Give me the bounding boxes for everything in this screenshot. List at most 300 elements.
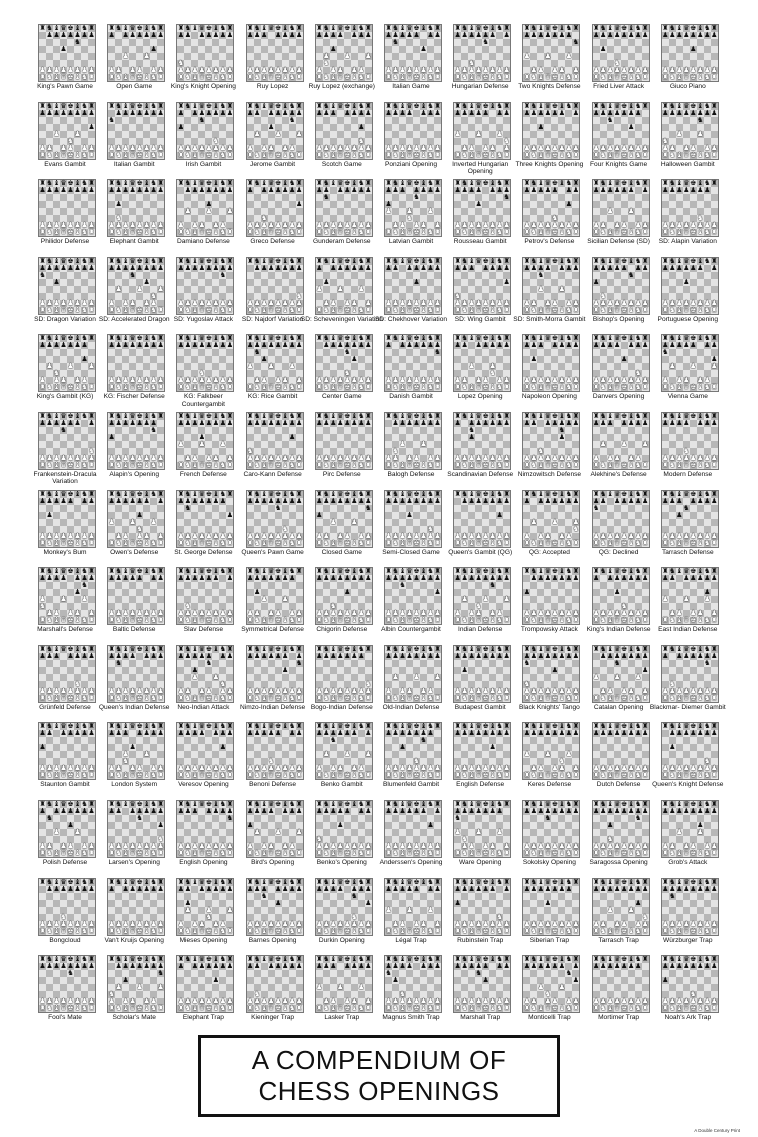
opening-name: Grob's Attack — [668, 859, 708, 866]
opening-name: Trompowsky Attack — [520, 626, 578, 634]
opening-card — [653, 800, 723, 877]
opening-name: Alekhine's Defense — [590, 471, 647, 478]
chessboard-diagram: ♜ ♞ ♝ ♛ ♚ ♝ ♞ ♜ ♟ ♟ ♟ ♟ ♟ ♟ ♟ ♟ ♟ ♟ ♟ ♞ ♟ ♟ ♟ ♟ ♟ ♜ ♞ ♝ ♛ ♚ ♝ ♞ ♜ — [177, 877, 234, 935]
opening-card — [445, 179, 515, 256]
chessboard-diagram: ♜ ♞ ♝ ♛ ♚ ♝ ♞ ♜ ♟ ♟ ♟ ♟ ♟ ♟ ♟ ♟ ♞ ♟ ♟ ♟ ♟ ♟ ♟ ♟ ♟ ♜ ♞ ♝ ♛ ♚ ♝ ♞ ♜ — [177, 334, 234, 392]
opening-card — [168, 955, 238, 1032]
chessboard-diagram: ♜ ♞ ♝ ♛ ♚ ♝ ♞ ♜ ♟ ♟ ♟ ♟ ♟ ♟ ♟ ♞ ♞ ♟ ♟ ♟ ♟ ♟ ♟ ♟ ♟ ♜ ♞ ♝ ♛ ♚ ♝ ♞ ♜ — [454, 24, 510, 81]
opening-card — [168, 24, 238, 101]
opening-card — [514, 878, 584, 955]
opening-name: Balogh Defense — [387, 471, 435, 478]
chessboard-diagram: ♜ ♞ ♝ ♛ ♚ ♝ ♞ ♜ ♟ ♟ ♟ ♟ ♟ ♟ ♟ ♟ ♟ ♟ ♟ ♟ ♟ ♟ ♟ ♜ ♞ ♝ ♛ ♚ ♝ ♞ ♜ — [108, 877, 164, 935]
poster-title-line-2: CHESS OPENINGS — [258, 1076, 500, 1106]
opening-name: Petrov's Defense — [524, 238, 575, 246]
chessboard-diagram: ♜ ♞ ♝ ♛ ♚ ♝ ♞ ♜ ♟ ♟ ♟ ♟ ♟ ♟ ♟ ♞ ♟ ♟ ♟ ♟ ♟ ♟ ♟ ♟ ♜ ♞ ♝ ♛ ♚ ♝ ♞ ♜ — [39, 877, 95, 935]
chessboard-diagram: ♜ ♞ ♝ ♛ ♚ ♝ ♞ ♜ ♟ ♟ ♟ ♟ ♟ ♟ ♟ ♞ ♟ ♟ ♟ ♟ ♟ ♟ ♟ ♟ ♜ ♞ ♝ ♛ ♚ ♝ ♞ ♜ — [523, 256, 580, 314]
opening-name: Napoleon Opening — [521, 393, 577, 401]
opening-card — [307, 722, 377, 799]
opening-card — [168, 490, 238, 567]
opening-card — [653, 334, 723, 411]
openings-row — [30, 645, 730, 722]
chessboard-diagram: ♜ ♞ ♝ ♛ ♚ ♝ ♞ ♜ ♟ ♟ ♟ ♟ ♟ ♟ ♟ ♟ ♞ ♟ ♞ ♟ ♟ ♟ ♟ ♟ ♟ ♟ ♟ ♜ ♞ ♝ ♛ ♚ ♝ ♞ ♜ — [523, 644, 580, 702]
chessboard-diagram: ♜ ♞ ♝ ♛ ♚ ♝ ♞ ♜ ♟ ♟ ♟ ♟ ♟ ♟ ♟ ♞ ♟ ♞ ♟ ♟ ♟ ♟ ♟ ♟ ♟ ♟ ♜ ♞ ♝ ♛ ♚ ♝ ♞ ♜ — [108, 800, 164, 857]
opening-card — [30, 955, 100, 1032]
opening-name: SD: Alapin Variation — [658, 238, 717, 246]
opening-name: Barnes Opening — [248, 936, 297, 944]
opening-card — [584, 412, 654, 489]
chessboard-diagram: ♜ ♞ ♝ ♛ ♚ ♝ ♞ ♜ ♟ ♟ ♟ ♟ ♟ ♟ ♟ ♟ ♞ ♟ ♟ ♟ ♟ ♟ ♟ ♟ ♟ ♜ ♞ ♝ ♛ ♚ ♝ ♞ ♜ — [316, 800, 372, 857]
chessboard-diagram: ♜ ♞ ♝ ♛ ♚ ♝ ♞ ♜ ♟ ♟ ♟ ♟ ♟ ♟ ♟ ♟ ♟ ♟ ♟ ♟ ♟ ♟ ♟ ♟ ♜ ♞ ♝ ♛ ♚ ♝ ♞ ♜ — [39, 722, 95, 780]
chessboard-diagram: ♜ ♞ ♝ ♛ ♚ ♝ ♞ ♜ ♟ ♟ ♟ ♟ ♟ ♟ ♟ ♟ ♞ ♟ ♟ ♟ ♟ ♟ ♟ ♟ ♟ ♜ ♞ ♝ ♛ ♚ ♝ ♞ ♜ — [523, 179, 580, 237]
chessboard-diagram: ♜ ♞ ♝ ♛ ♚ ♝ ♞ ♜ ♟ ♟ ♟ ♟ ♟ ♟ ♟ ♟ ♞ ♟ ♟ ♟ ♟ ♟ ♟ ♟ ♟ ♜ ♞ ♝ ♛ ♚ ♝ ♞ ♜ — [316, 101, 372, 159]
opening-name: Closed Game — [321, 548, 362, 556]
opening-name: Albin Countergambit — [381, 626, 441, 634]
chessboard-diagram: ♜ ♞ ♝ ♛ ♚ ♝ ♞ ♜ ♟ ♟ ♟ ♟ ♟ ♟ ♟ ♞ ♟ ♟ ♟ ♞ ♟ ♟ ♟ ♟ ♟ ♜ ♞ ♝ ♛ ♚ ♝ ♞ ♜ — [454, 800, 510, 857]
chessboard-diagram: ♜ ♞ ♝ ♛ ♚ ♝ ♞ ♜ ♟ ♟ ♟ ♟ ♟ ♟ ♟ ♟ ♟ ♟ ♟ ♟ ♟ ♟ ♟ ♟ ♟ ♜ ♞ ♝ ♛ ♚ ♝ ♞ ♜ — [662, 800, 718, 857]
chessboard-diagram: ♜ ♞ ♝ ♛ ♚ ♝ ♞ ♜ ♟ ♟ ♟ ♟ ♟ ♟ ♟ ♞ ♟ ♟ ♟ ♟ ♟ ♟ ♟ ♟ ♟ ♜ ♞ ♝ ♛ ♚ ♝ ♞ ♜ — [177, 489, 234, 547]
opening-name: Queen's Indian Defense — [98, 703, 170, 711]
opening-name: SD: Accelerated Dragon — [98, 315, 170, 323]
chessboard-diagram: ♜ ♞ ♝ ♛ ♚ ♝ ♞ ♜ ♟ ♟ ♟ ♟ ♟ ♟ ♟ ♞ ♟ ♟ ♟ ♟ ♟ ♟ ♟ ♟ ♜ ♞ ♝ ♛ ♚ ♝ ♞ ♜ — [177, 567, 234, 625]
opening-card — [653, 102, 723, 179]
chessboard-diagram: ♜ ♞ ♝ ♛ ♚ ♝ ♞ ♜ ♟ ♟ ♟ ♟ ♟ ♟ ♟ ♞ ♟ ♟ ♟ ♟ ♟ ♟ ♟ ♟ ♟ ♜ ♞ ♝ ♛ ♚ ♝ ♞ ♜ — [592, 644, 649, 702]
opening-card — [307, 24, 377, 101]
opening-name: Scotch Game — [321, 160, 362, 168]
chessboard-diagram: ♜ ♞ ♝ ♛ ♚ ♝ ♞ ♜ ♟ ♟ ♟ ♟ ♟ ♟ ♟ ♟ ♟ ♟ ♟ ♞ ♟ ♟ ♟ ♟ ♟ ♟ ♜ ♞ ♝ ♛ ♚ ♝ ♞ ♜ — [39, 101, 95, 159]
chessboard-diagram: ♜ ♞ ♝ ♛ ♚ ♝ ♞ ♜ ♟ ♟ ♟ ♟ ♟ ♟ ♟ ♟ ♟ ♟ ♟ ♟ ♟ ♟ ♟ ♟ ♜ ♞ ♝ ♛ ♚ ♝ ♞ ♜ — [39, 179, 95, 237]
opening-name: SD: Najdorf Variation — [241, 315, 304, 323]
opening-card — [238, 567, 308, 644]
chessboard-diagram: ♜ ♞ ♝ ♛ ♚ ♝ ♞ ♜ ♟ ♟ ♟ ♟ ♟ ♟ ♟ ♟ ♟ ♟ ♟ ♟ ♟ ♟ ♟ ♟ ♜ ♞ ♝ ♛ ♚ ♝ ♞ ♜ — [523, 101, 580, 159]
opening-name: Mortimer Trap — [598, 1014, 640, 1022]
chessboard-diagram: ♜ ♞ ♝ ♛ ♚ ♝ ♞ ♜ ♟ ♟ ♟ ♟ ♟ ♟ ♟ ♞ ♟ ♞ ♟ ♟ ♟ ♟ ♟ ♟ ♟ ♟ ♜ ♞ ♝ ♛ ♚ ♝ ♞ ♜ — [177, 101, 234, 159]
chessboard-diagram: ♜ ♞ ♝ ♛ ♚ ♝ ♞ ♜ ♟ ♟ ♟ ♟ ♟ ♟ ♟ ♟ ♞ ♟ ♟ ♟ ♟ ♟ ♟ ♟ ♟ ♜ ♞ ♝ ♛ ♚ ♝ ♞ ♜ — [662, 877, 718, 935]
opening-name: Benko's Opening — [316, 859, 367, 866]
opening-name: Budapest Gambit — [454, 703, 506, 711]
opening-name: Bird's Opening — [251, 859, 295, 866]
opening-card — [168, 878, 238, 955]
opening-name: Bishop's Opening — [592, 315, 645, 323]
chessboard-diagram: ♜ ♞ ♝ ♛ ♚ ♝ ♞ ♜ ♟ ♟ ♟ ♟ ♟ ♟ ♟ ♞ ♟ ♞ ♟ ♟ ♟ ♟ ♟ ♟ ♟ ♟ ♜ ♞ ♝ ♛ ♚ ♝ ♞ ♜ — [385, 722, 441, 780]
opening-card — [445, 412, 515, 489]
opening-name: Neo-Indian Attack — [177, 703, 230, 711]
chessboard-diagram: ♜ ♞ ♝ ♛ ♚ ♝ ♞ ♜ ♟ ♟ ♟ ♟ ♟ ♟ ♟ ♞ ♟ ♟ ♟ ♟ ♟ ♟ ♟ ♟ ♜ ♞ ♝ ♛ ♚ ♝ ♞ ♜ — [316, 722, 372, 780]
opening-card — [30, 24, 100, 101]
chessboard-diagram: ♜ ♞ ♝ ♛ ♚ ♝ ♞ ♜ ♟ ♟ ♟ ♟ ♟ ♟ ♟ ♟ ♞ ♟ ♟ ♟ ♟ ♟ ♟ ♟ ♟ ♜ ♞ ♝ ♛ ♚ ♝ ♞ ♜ — [39, 955, 95, 1013]
opening-name: Saragossa Opening — [589, 859, 648, 866]
opening-card — [376, 645, 446, 722]
opening-name: Bongcloud — [49, 936, 81, 944]
chessboard-diagram: ♜ ♞ ♝ ♛ ♚ ♝ ♞ ♜ ♟ ♟ ♟ ♟ ♟ ♟ ♟ ♟ ♟ ♟ ♟ ♟ ♟ ♟ ♟ ♜ ♞ ♝ ♛ ♚ ♝ ♞ ♜ — [246, 24, 303, 81]
chessboard-diagram: ♜ ♞ ♝ ♛ ♚ ♝ ♞ ♜ ♟ ♟ ♟ ♟ ♟ ♟ ♟ ♟ ♟ ♟ ♟ ♟ ♟ ♟ ♟ ♟ ♜ ♞ ♝ ♛ ♚ ♝ ♞ ♜ — [662, 256, 718, 314]
opening-card — [514, 102, 584, 179]
opening-card — [514, 412, 584, 489]
chessboard-diagram: ♜ ♞ ♝ ♛ ♚ ♝ ♞ ♜ ♟ ♟ ♟ ♟ ♟ ♟ ♟ ♞ ♟ ♟ ♟ ♟ ♟ ♟ ♟ ♟ ♟ ♜ ♞ ♝ ♛ ♚ ♝ ♞ ♜ — [662, 489, 718, 547]
opening-name: QG: Accepted — [528, 548, 570, 556]
opening-name: Légal Trap — [395, 936, 427, 944]
chessboard-diagram: ♜ ♞ ♝ ♛ ♚ ♝ ♞ ♜ ♟ ♟ ♟ ♟ ♟ ♟ ♟ ♟ ♞ ♞ ♟ ♟ ♟ ♟ ♟ ♟ ♟ ♟ ♜ ♞ ♝ ♛ ♚ ♝ ♞ ♜ — [246, 489, 303, 547]
opening-card — [238, 955, 308, 1032]
opening-name: Portuguese Opening — [657, 315, 719, 323]
opening-name: Gunderam Defense — [313, 238, 371, 246]
chessboard-diagram: ♜ ♞ ♝ ♛ ♚ ♝ ♞ ♜ ♟ ♟ ♟ ♟ ♟ ♟ ♟ ♞ ♟ ♟ ♟ ♟ ♟ ♟ ♟ ♟ ♟ ♜ ♞ ♝ ♛ ♚ ♝ ♞ ♜ — [385, 24, 441, 81]
chessboard-diagram: ♜ ♞ ♝ ♛ ♚ ♝ ♞ ♜ ♟ ♟ ♟ ♟ ♟ ♟ ♟ ♟ ♟ ♟ ♟ ♟ ♟ ♟ ♟ ♟ ♜ ♞ ♝ ♛ ♚ ♝ ♞ ♜ — [385, 256, 441, 314]
opening-name: KG: Fischer Defense — [103, 393, 165, 401]
opening-card — [445, 334, 515, 411]
chessboard-diagram: ♜ ♞ ♝ ♛ ♚ ♝ ♞ ♜ ♟ ♟ ♟ ♟ ♟ ♟ ♟ ♞ ♟ ♟ ♟ ♟ ♟ ♟ ♟ ♟ ♟ ♜ ♞ ♝ ♛ ♚ ♝ ♞ ♜ — [246, 101, 303, 159]
chessboard-diagram: ♜ ♞ ♝ ♛ ♚ ♝ ♞ ♜ ♟ ♟ ♟ ♟ ♟ ♟ ♟ ♞ ♟ ♟ ♟ ♟ ♟ ♟ ♟ ♟ ♟ ♜ ♞ ♝ ♛ ♚ ♝ ♞ ♜ — [246, 644, 303, 702]
opening-name: Durkin Opening — [318, 936, 365, 944]
opening-name: Nimzo-Indian Defense — [239, 703, 306, 711]
opening-name: SD: Dragon Variation — [34, 315, 96, 323]
chessboard-diagram: ♜ ♞ ♝ ♛ ♚ ♝ ♞ ♜ ♟ ♟ ♟ ♟ ♟ ♟ ♟ ♟ ♟ ♟ ♟ ♟ ♟ ♟ ♟ ♜ ♞ ♝ ♛ ♚ ♝ ♞ ♜ — [385, 101, 441, 159]
opening-name: Fried Liver Attack — [593, 83, 645, 90]
chessboard-diagram: ♜ ♞ ♝ ♛ ♚ ♝ ♞ ♜ ♟ ♟ ♟ ♟ ♟ ♟ ♟ ♟ ♟ ♟ ♟ ♟ ♟ ♟ ♟ ♟ ♜ ♞ ♝ ♛ ♚ ♝ ♞ ♜ — [316, 412, 372, 469]
chessboard-diagram: ♜ ♞ ♝ ♛ ♚ ♝ ♞ ♜ ♟ ♟ ♟ ♟ ♟ ♟ ♟ ♞ ♟ ♟ ♟ ♟ ♟ ♟ ♟ ♟ ♟ ♜ ♞ ♝ ♛ ♚ ♝ ♞ ♜ — [592, 101, 649, 159]
chessboard-diagram: ♜ ♞ ♝ ♛ ♚ ♝ ♞ ♜ ♟ ♟ ♟ ♟ ♟ ♟ ♟ ♞ ♟ ♟ ♟ ♟ ♟ ♟ ♟ ♟ ♟ ♜ ♞ ♝ ♛ ♚ ♝ ♞ ♜ — [39, 24, 95, 81]
opening-name: Monkey's Bum — [43, 548, 87, 556]
opening-card — [445, 722, 515, 799]
opening-name: Polish Defense — [42, 859, 88, 866]
opening-name: Damiano Defense — [177, 238, 230, 246]
opening-name: Four Knights Game — [590, 160, 648, 168]
opening-name: Halloween Gambit — [660, 160, 715, 168]
opening-name: Baltic Defense — [112, 626, 156, 634]
opening-card — [307, 490, 377, 567]
chessboard-diagram: ♜ ♞ ♝ ♛ ♚ ♝ ♞ ♜ ♟ ♟ ♟ ♟ ♟ ♟ ♟ ♞ ♞ ♟ ♟ ♟ ♟ ♟ ♟ ♟ ♟ ♜ ♞ ♝ ♛ ♚ ♝ ♞ ♜ — [39, 412, 95, 469]
chessboard-diagram: ♜ ♞ ♝ ♛ ♚ ♝ ♞ ♜ ♟ ♟ ♟ ♟ ♟ ♟ ♟ ♞ ♟ ♞ ♟ ♟ ♟ ♟ ♟ ♟ ♟ ♟ ♜ ♞ ♝ ♛ ♚ ♝ ♞ ♜ — [316, 334, 372, 392]
chessboard-diagram: ♜ ♞ ♝ ♛ ♚ ♝ ♞ ♜ ♟ ♟ ♟ ♟ ♟ ♟ ♟ ♟ ♞ ♟ ♟ ♟ ♟ ♟ ♟ ♟ ♟ ♜ ♞ ♝ ♛ ♚ ♝ ♞ ♜ — [592, 334, 649, 392]
opening-name: Queen's Knight Defense — [652, 781, 724, 789]
opening-name: SD: Yugoslav Attack — [173, 315, 234, 323]
chessboard-diagram: ♜ ♞ ♝ ♛ ♚ ♝ ♞ ♜ ♟ ♟ ♟ ♟ ♟ ♟ ♟ ♞ ♟ ♟ ♟ ♟ ♟ ♟ ♟ ♟ ♜ ♞ ♝ ♛ ♚ ♝ ♞ ♜ — [316, 644, 372, 702]
opening-card — [514, 800, 584, 877]
chessboard-diagram: ♜ ♞ ♝ ♛ ♚ ♝ ♞ ♜ ♟ ♟ ♟ ♟ ♟ ♟ ♟ ♟ ♞ ♟ ♟ ♟ ♟ ♟ ♟ ♟ ♟ ♟ ♜ ♞ ♝ ♛ ♚ ♝ ♞ ♜ — [39, 256, 95, 314]
chessboard-diagram: ♜ ♞ ♝ ♛ ♚ ♝ ♞ ♜ ♟ ♟ ♟ ♟ ♟ ♟ ♟ ♞ ♟ ♟ ♟ ♟ ♟ ♟ ♟ ♟ ♜ ♞ ♝ ♛ ♚ ♝ ♞ ♜ — [662, 179, 718, 237]
opening-card — [307, 800, 377, 877]
openings-row — [30, 490, 730, 567]
chessboard-diagram: ♜ ♞ ♝ ♛ ♚ ♝ ♞ ♜ ♟ ♟ ♟ ♟ ♟ ♟ ♟ ♞ ♟ ♞ ♟ ♟ ♟ ♟ ♟ ♟ ♟ ♟ ♜ ♞ ♝ ♛ ♚ ♝ ♞ ♜ — [316, 877, 372, 935]
openings-row — [30, 878, 730, 955]
chessboard-diagram: ♜ ♞ ♝ ♛ ♚ ♝ ♞ ♜ ♟ ♟ ♟ ♟ ♟ ♟ ♟ ♟ ♟ ♟ ♟ ♟ ♟ ♟ ♟ ♟ ♜ ♞ ♝ ♛ ♚ ♝ ♞ ♜ — [177, 179, 234, 237]
opening-card — [238, 179, 308, 256]
opening-card — [584, 179, 654, 256]
opening-card — [376, 722, 446, 799]
opening-card — [584, 334, 654, 411]
chessboard-diagram: ♜ ♞ ♝ ♛ ♚ ♝ ♞ ♜ ♟ ♟ ♟ ♟ ♟ ♟ ♟ ♟ ♟ ♟ ♟ ♟ ♟ ♟ ♟ ♟ ♜ ♞ ♝ ♛ ♚ ♝ ♞ ♜ — [108, 334, 164, 392]
opening-name: Jerome Gambit — [250, 160, 296, 168]
chessboard-diagram: ♜ ♞ ♝ ♛ ♚ ♝ ♞ ♜ ♟ ♟ ♟ ♟ ♟ ♟ ♟ ♞ ♟ ♟ ♟ ♞ ♟ ♟ ♟ ♟ ♟ ♟ ♜ ♞ ♝ ♛ ♚ ♝ ♞ ♜ — [177, 644, 234, 702]
opening-name: Marshall Trap — [460, 1014, 501, 1022]
opening-name: Modern Defense — [663, 471, 713, 478]
opening-card — [168, 179, 238, 256]
opening-name: King's Knight Opening — [170, 83, 236, 90]
chessboard-diagram: ♜ ♞ ♝ ♛ ♚ ♝ ♞ ♜ ♟ ♟ ♟ ♟ ♟ ♟ ♟ ♟ ♟ ♟ ♟ ♞ ♟ ♟ ♟ ♟ ♟ ♜ ♞ ♝ ♛ ♚ ♝ ♞ ♜ — [316, 24, 372, 81]
opening-name: Danish Gambit — [389, 393, 433, 401]
chessboard-diagram: ♜ ♞ ♝ ♛ ♚ ♝ ♞ ♜ ♟ ♟ ♟ ♟ ♟ ♟ ♟ ♟ ♟ ♟ ♟ ♟ ♟ ♟ ♟ ♜ ♞ ♝ ♛ ♚ ♝ ♞ ♜ — [592, 179, 649, 237]
chessboard-diagram: ♜ ♞ ♝ ♛ ♚ ♝ ♞ ♜ ♟ ♟ ♟ ♟ ♟ ♟ ♟ ♟ ♞ ♟ ♟ ♟ ♟ ♟ ♟ ♟ ♟ ♜ ♞ ♝ ♛ ♚ ♝ ♞ ♜ — [454, 256, 510, 314]
opening-card — [376, 24, 446, 101]
chessboard-diagram: ♜ ♞ ♝ ♛ ♚ ♝ ♞ ♜ ♟ ♟ ♟ ♟ ♟ ♟ ♟ ♟ ♞ ♟ ♟ ♟ ♟ ♟ ♟ ♟ ♟ ♜ ♞ ♝ ♛ ♚ ♝ ♞ ♜ — [662, 722, 718, 780]
chessboard-diagram: ♜ ♞ ♝ ♛ ♚ ♝ ♞ ♜ ♟ ♟ ♟ ♟ ♟ ♟ ♟ ♞ ♟ ♟ ♟ ♞ ♟ ♟ ♟ ♟ ♟ ♟ ♜ ♞ ♝ ♛ ♚ ♝ ♞ ♜ — [523, 955, 580, 1013]
opening-card — [307, 334, 377, 411]
opening-card — [99, 645, 169, 722]
chessboard-diagram: ♜ ♞ ♝ ♛ ♚ ♝ ♞ ♜ ♟ ♟ ♟ ♟ ♟ ♟ ♟ ♞ ♟ ♟ ♟ ♟ ♟ ♟ ♟ ♟ ♟ ♜ ♞ ♝ ♛ ♚ ♝ ♞ ♜ — [454, 412, 510, 469]
opening-card — [445, 102, 515, 179]
chessboard-diagram: ♜ ♞ ♝ ♛ ♚ ♝ ♞ ♜ ♟ ♟ ♟ ♟ ♟ ♟ ♟ ♞ ♟ ♞ ♟ ♟ ♟ ♟ ♟ ♟ ♟ ♟ ♜ ♞ ♝ ♛ ♚ ♝ ♞ ♜ — [523, 412, 580, 469]
opening-card — [653, 722, 723, 799]
opening-card — [445, 567, 515, 644]
opening-card — [584, 102, 654, 179]
opening-card — [238, 800, 308, 877]
opening-name: St. George Defense — [174, 548, 233, 556]
chessboard-diagram: ♜ ♞ ♝ ♛ ♚ ♝ ♞ ♜ ♟ ♟ ♟ ♟ ♟ ♟ ♟ ♟ ♟ ♞ ♟ ♟ ♟ ♟ ♟ ♟ ♜ ♞ ♝ ♛ ♚ ♝ ♞ ♜ — [385, 412, 441, 469]
opening-name: Sokolsky Opening — [522, 859, 576, 866]
opening-card — [99, 24, 169, 101]
chessboard-diagram: ♜ ♞ ♝ ♛ ♚ ♝ ♞ ♜ ♟ ♟ ♟ ♟ ♟ ♟ ♟ ♟ ♟ ♟ ♟ ♟ ♟ ♟ ♟ ♟ ♜ ♞ ♝ ♛ ♚ ♝ ♞ ♜ — [316, 256, 372, 314]
opening-card — [376, 179, 446, 256]
opening-card — [376, 102, 446, 179]
opening-card — [238, 24, 308, 101]
openings-row — [30, 412, 730, 489]
opening-card — [653, 24, 723, 101]
opening-card — [99, 412, 169, 489]
opening-card — [584, 955, 654, 1032]
opening-card — [653, 567, 723, 644]
opening-name: Inverted Hungarian Opening — [452, 160, 509, 175]
chessboard-diagram: ♜ ♞ ♝ ♛ ♚ ♝ ♞ ♜ ♟ ♟ ♟ ♟ ♟ ♟ ♟ ♟ ♟ ♟ ♟ ♟ ♟ ♟ ♟ ♟ ♟ ♜ ♞ ♝ ♛ ♚ ♝ ♞ ♜ — [662, 24, 718, 81]
opening-card — [168, 800, 238, 877]
chessboard-diagram: ♜ ♞ ♝ ♛ ♚ ♝ ♞ ♜ ♟ ♟ ♟ ♟ ♟ ♟ ♟ ♟ ♟ ♟ ♟ ♟ ♟ ♟ ♟ ♟ ♜ ♞ ♝ ♛ ♚ ♝ ♞ ♜ — [385, 644, 441, 702]
chessboard-diagram: ♜ ♞ ♝ ♛ ♚ ♝ ♞ ♜ ♟ ♟ ♟ ♟ ♟ ♟ ♟ ♟ ♟ ♞ ♟ ♟ ♟ ♟ ♟ ♟ ♜ ♞ ♝ ♛ ♚ ♝ ♞ ♜ — [454, 334, 510, 392]
chessboard-diagram: ♜ ♞ ♝ ♛ ♚ ♝ ♞ ♜ ♟ ♟ ♟ ♟ ♟ ♟ ♟ ♟ ♟ ♟ ♟ ♟ ♟ ♟ ♟ ♟ ♜ ♞ ♝ ♛ ♚ ♝ ♞ ♜ — [662, 567, 718, 625]
opening-name: Semi-Closed Game — [382, 548, 440, 556]
opening-name: English Opening — [179, 859, 228, 866]
chessboard-diagram: ♜ ♞ ♝ ♛ ♚ ♝ ♞ ♜ ♟ ♟ ♟ ♟ ♟ ♟ ♟ ♟ ♞ ♟ ♟ ♟ ♟ ♟ ♟ ♟ ♟ ♟ ♜ ♞ ♝ ♛ ♚ ♝ ♞ ♜ — [316, 489, 372, 547]
opening-card — [30, 490, 100, 567]
chessboard-diagram: ♜ ♞ ♝ ♛ ♚ ♝ ♞ ♜ ♟ ♟ ♟ ♟ ♟ ♟ ♟ ♞ ♟ ♟ ♟ ♟ ♟ ♟ ♟ ♟ ♟ ♜ ♞ ♝ ♛ ♚ ♝ ♞ ♜ — [454, 955, 510, 1013]
opening-name: Veresov Opening — [178, 781, 229, 789]
openings-row — [30, 567, 730, 644]
opening-card — [653, 490, 723, 567]
opening-name: Queen's Gambit (QG) — [448, 548, 513, 556]
chessboard-diagram: ♜ ♞ ♝ ♛ ♚ ♝ ♞ ♜ ♟ ♟ ♟ ♟ ♟ ♟ ♟ ♟ ♟ ♞ ♟ ♟ ♟ ♟ ♟ ♟ ♟ ♟ ♜ ♞ ♝ ♛ ♚ ♝ ♞ ♜ — [662, 955, 718, 1013]
opening-name: Catalan Opening — [593, 703, 644, 711]
opening-card — [168, 412, 238, 489]
opening-card — [30, 412, 100, 489]
openings-row — [30, 179, 730, 256]
chessboard-diagram: ♜ ♞ ♝ ♛ ♚ ♝ ♞ ♜ ♟ ♟ ♟ ♟ ♟ ♟ ♟ ♞ ♟ ♟ ♟ ♟ ♟ ♟ ♟ ♟ ♜ ♞ ♝ ♛ ♚ ♝ ♞ ♜ — [39, 644, 95, 702]
opening-name: Giuco Piano — [669, 83, 706, 90]
opening-card — [168, 334, 238, 411]
opening-card — [653, 257, 723, 334]
opening-name: Ruy Lopez (exchange) — [308, 83, 375, 90]
chessboard-diagram: ♜ ♞ ♝ ♛ ♚ ♝ ♞ ♜ ♟ ♟ ♟ ♟ ♟ ♟ ♟ ♞ ♟ ♟ ♟ ♟ ♟ ♟ ♟ ♟ ♜ ♞ ♝ ♛ ♚ ♝ ♞ ♜ — [177, 800, 234, 857]
opening-card — [99, 257, 169, 334]
chessboard-diagram: ♜ ♞ ♝ ♛ ♚ ♝ ♞ ♜ ♟ ♟ ♟ ♟ ♟ ♟ ♟ ♟ ♟ ♞ ♟ ♟ ♟ ♟ ♟ ♟ ♟ ♟ ♜ ♞ ♝ ♛ ♚ ♝ ♞ ♜ — [246, 412, 303, 469]
openings-row — [30, 102, 730, 179]
chessboard-diagram: ♜ ♞ ♝ ♛ ♚ ♝ ♞ ♜ ♟ ♟ ♟ ♟ ♟ ♟ ♟ ♟ ♟ ♟ ♟ ♟ ♟ ♟ ♟ ♟ ♟ ♜ ♞ ♝ ♛ ♚ ♝ ♞ ♜ — [454, 644, 510, 702]
opening-card — [99, 490, 169, 567]
opening-card — [168, 257, 238, 334]
chessboard-diagram: ♜ ♞ ♝ ♛ ♚ ♝ ♞ ♜ ♟ ♟ ♟ ♟ ♟ ♟ ♟ ♟ ♟ ♞ ♟ ♟ ♟ ♟ ♟ ♟ ♟ ♟ ♜ ♞ ♝ ♛ ♚ ♝ ♞ ♜ — [592, 24, 649, 81]
chessboard-diagram: ♜ ♞ ♝ ♛ ♚ ♝ ♞ ♜ ♟ ♟ ♟ ♟ ♟ ♟ ♟ ♞ ♟ ♟ ♟ ♟ ♞ ♟ ♟ ♟ ♟ ♟ ♜ ♞ ♝ ♛ ♚ ♝ ♞ ♜ — [385, 179, 441, 237]
opening-name: Lopez Opening — [457, 393, 503, 401]
chessboard-diagram: ♜ ♞ ♝ ♛ ♚ ♝ ♞ ♜ ♟ ♟ ♟ ♟ ♟ ♟ ♟ ♞ ♟ ♟ ♟ ♟ ♟ ♟ ♟ ♟ ♜ ♞ ♝ ♛ ♚ ♝ ♞ ♜ — [592, 489, 649, 547]
poster-title-line-1: A COMPENDIUM OF — [251, 1045, 507, 1075]
opening-name: Scholar's Mate — [112, 1014, 156, 1022]
opening-name: Nimzowitsch Defense — [517, 471, 582, 478]
opening-name: Anderssen's Opening — [379, 859, 443, 866]
opening-card — [584, 567, 654, 644]
opening-name: King's Pawn Game — [37, 83, 93, 90]
opening-card — [99, 179, 169, 256]
chessboard-diagram: ♜ ♞ ♝ ♛ ♚ ♝ ♞ ♜ ♟ ♟ ♟ ♟ ♟ ♟ ♟ ♟ ♟ ♟ ♟ ♟ ♟ ♟ ♟ ♜ ♞ ♝ ♛ ♚ ♝ ♞ ♜ — [592, 412, 649, 469]
chessboard-diagram: ♜ ♞ ♝ ♛ ♚ ♝ ♞ ♜ ♟ ♟ ♟ ♟ ♟ ♟ ♟ ♟ ♟ ♟ ♟ ♟ ♟ ♟ ♟ ♟ ♟ ♜ ♞ ♝ ♛ ♚ ♝ ♞ ♜ — [177, 412, 234, 469]
opening-name: Marshall's Defense — [37, 626, 93, 634]
opening-card — [584, 490, 654, 567]
opening-card — [307, 878, 377, 955]
opening-card — [653, 955, 723, 1032]
opening-name: Center Game — [322, 393, 362, 401]
chessboard-diagram: ♜ ♞ ♝ ♛ ♚ ♝ ♞ ♜ ♟ ♟ ♟ ♟ ♟ ♟ ♟ ♞ ♟ ♟ ♟ ♟ ♟ ♟ ♟ ♟ ♜ ♞ ♝ ♛ ♚ ♝ ♞ ♜ — [523, 24, 580, 81]
chessboard-diagram: ♜ ♞ ♝ ♛ ♚ ♝ ♞ ♜ ♟ ♟ ♟ ♟ ♟ ♟ ♟ ♟ ♞ ♟ ♟ ♟ ♞ ♟ ♟ ♟ ♟ ♟ ♜ ♞ ♝ ♛ ♚ ♝ ♞ ♜ — [454, 567, 510, 625]
chessboard-diagram: ♜ ♞ ♝ ♛ ♚ ♝ ♞ ♜ ♟ ♟ ♟ ♟ ♟ ♟ ♟ ♞ ♟ ♟ ♟ ♟ ♟ ♟ ♟ ♟ ♜ ♞ ♝ ♛ ♚ ♝ ♞ ♜ — [662, 412, 718, 469]
opening-name: Staunton Gambit — [40, 781, 90, 789]
opening-name: Würzburger Trap — [663, 936, 713, 944]
chessboard-diagram: ♜ ♞ ♝ ♛ ♚ ♝ ♞ ♜ ♟ ♟ ♟ ♟ ♟ ♟ ♟ ♞ ♟ ♟ ♟ ♟ ♟ ♟ ♟ ♟ ♜ ♞ ♝ ♛ ♚ ♝ ♞ ♜ — [316, 179, 372, 237]
opening-card — [30, 567, 100, 644]
chessboard-diagram: ♜ ♞ ♝ ♛ ♚ ♝ ♞ ♜ ♟ ♟ ♟ ♟ ♟ ♟ ♟ ♟ ♟ ♟ ♟ ♞ ♟ ♟ ♟ ♟ ♟ ♜ ♞ ♝ ♛ ♚ ♝ ♞ ♜ — [108, 489, 164, 547]
chessboard-diagram: ♜ ♞ ♝ ♛ ♚ ♝ ♞ ♜ ♟ ♟ ♟ ♟ ♟ ♟ ♟ ♟ ♞ ♟ ♟ ♟ ♟ ♟ ♟ ♟ ♟ ♜ ♞ ♝ ♛ ♚ ♝ ♞ ♜ — [592, 567, 649, 625]
opening-card — [584, 878, 654, 955]
opening-card — [584, 24, 654, 101]
chessboard-diagram: ♜ ♞ ♝ ♛ ♚ ♝ ♞ ♜ ♟ ♟ ♟ ♟ ♟ ♟ ♟ ♞ ♟ ♟ ♟ ♟ ♟ ♟ ♟ ♟ ♜ ♞ ♝ ♛ ♚ ♝ ♞ ♜ — [108, 101, 164, 159]
openings-row — [30, 722, 730, 799]
opening-name: Black Knights' Tango — [518, 703, 580, 711]
opening-card — [514, 179, 584, 256]
opening-name: Elephant Gambit — [109, 238, 159, 246]
opening-card — [584, 645, 654, 722]
chessboard-diagram: ♜ ♞ ♝ ♛ ♚ ♝ ♞ ♜ ♟ ♟ ♟ ♟ ♟ ♟ ♟ ♟ ♟ ♟ ♟ ♟ ♟ ♟ ♟ ♜ ♞ ♝ ♛ ♚ ♝ ♞ ♜ — [592, 955, 649, 1013]
opening-name: Vienna Game — [667, 393, 708, 401]
chessboard-diagram: ♜ ♞ ♝ ♛ ♚ ♝ ♞ ♜ ♟ ♟ ♟ ♟ ♟ ♟ ♟ ♟ ♟ ♟ ♟ ♞ ♟ ♟ ♟ ♟ ♟ ♜ ♞ ♝ ♛ ♚ ♝ ♞ ♜ — [39, 334, 95, 392]
opening-card — [584, 257, 654, 334]
opening-name: Open Game — [116, 83, 153, 90]
print-credit: A Double Century Print — [694, 1128, 740, 1133]
opening-name: London System — [111, 781, 158, 789]
opening-card — [376, 567, 446, 644]
opening-card — [653, 878, 723, 955]
opening-card — [99, 800, 169, 877]
chessboard-diagram: ♜ ♞ ♝ ♛ ♚ ♝ ♞ ♜ ♟ ♟ ♟ ♟ ♟ ♟ ♟ ♞ ♟ ♟ ♟ ♟ ♟ ♟ ♟ ♟ ♟ ♜ ♞ ♝ ♛ ♚ ♝ ♞ ♜ — [662, 334, 718, 392]
opening-name: Magnus Smith Trap — [382, 1014, 440, 1022]
opening-name: Ware Opening — [459, 859, 502, 866]
opening-name: Kieninger Trap — [251, 1014, 295, 1022]
opening-card — [30, 800, 100, 877]
opening-card — [514, 490, 584, 567]
opening-card — [445, 490, 515, 567]
opening-name: Benoni Defense — [249, 781, 297, 789]
chessboard-diagram: ♜ ♞ ♝ ♛ ♚ ♝ ♞ ♜ ♟ ♟ ♟ ♟ ♟ ♟ ♟ ♟ ♞ ♟ ♟ ♟ ♟ ♟ ♟ ♟ ♟ ♜ ♞ ♝ ♛ ♚ ♝ ♞ ♜ — [177, 256, 234, 314]
opening-card — [376, 334, 446, 411]
opening-name: Dutch Defense — [596, 781, 641, 789]
opening-card — [238, 722, 308, 799]
chessboard-diagram: ♜ ♞ ♝ ♛ ♚ ♝ ♞ ♜ ♟ ♟ ♟ ♟ ♟ ♟ ♟ ♞ ♟ ♟ ♟ ♟ ♟ ♟ ♟ ♟ ♜ ♞ ♝ ♛ ♚ ♝ ♞ ♜ — [246, 722, 303, 780]
opening-name: Philidor Defense — [40, 238, 90, 246]
opening-card — [514, 24, 584, 101]
chessboard-diagram: ♜ ♞ ♝ ♛ ♚ ♝ ♞ ♜ ♟ ♟ ♟ ♟ ♟ ♟ ♟ ♟ ♟ ♟ ♟ ♟ ♟ ♟ ♟ ♟ ♜ ♞ ♝ ♛ ♚ ♝ ♞ ♜ — [592, 722, 649, 780]
chessboard-diagram: ♜ ♞ ♝ ♛ ♚ ♝ ♞ ♜ ♟ ♟ ♟ ♟ ♟ ♟ ♟ ♟ ♞ ♟ ♟ ♞ ♟ ♟ ♟ ♟ ♟ ♟ ♜ ♞ ♝ ♛ ♚ ♝ ♞ ♜ — [662, 101, 718, 159]
chessboard-diagram: ♜ ♞ ♝ ♛ ♚ ♝ ♞ ♜ ♟ ♟ ♟ ♟ ♟ ♟ ♟ ♟ ♟ ♟ ♟ ♟ ♟ ♟ ♟ ♟ ♜ ♞ ♝ ♛ ♚ ♝ ♞ ♜ — [385, 800, 441, 857]
chessboard-diagram: ♜ ♞ ♝ ♛ ♚ ♝ ♞ ♜ ♟ ♟ ♟ ♟ ♟ ♟ ♟ ♟ ♟ ♟ ♟ ♞ ♟ ♟ ♟ ♟ ♟ ♟ ♜ ♞ ♝ ♛ ♚ ♝ ♞ ♜ — [592, 877, 649, 935]
opening-card — [168, 102, 238, 179]
opening-card — [30, 334, 100, 411]
chessboard-diagram: ♜ ♞ ♝ ♛ ♚ ♝ ♞ ♜ ♟ ♟ ♟ ♟ ♟ ♟ ♟ ♟ ♞ ♟ ♟ ♟ ♟ ♟ ♟ ♟ ♟ ♜ ♞ ♝ ♛ ♚ ♝ ♞ ♜ — [523, 800, 580, 857]
opening-card — [376, 800, 446, 877]
chessboard-diagram: ♜ ♞ ♝ ♛ ♚ ♝ ♞ ♜ ♟ ♟ ♟ ♟ ♟ ♟ ♟ ♞ ♟ ♟ ♟ ♟ ♟ ♟ ♟ ♟ ♜ ♞ ♝ ♛ ♚ ♝ ♞ ♜ — [108, 644, 164, 702]
opening-card — [584, 722, 654, 799]
chessboard-diagram: ♜ ♞ ♝ ♛ ♚ ♝ ♞ ♜ ♟ ♟ ♟ ♟ ♟ ♟ ♟ ♟ ♟ ♟ ♟ ♟ ♟ ♟ ♟ ♟ ♜ ♞ ♝ ♛ ♚ ♝ ♞ ♜ — [246, 800, 303, 857]
opening-card — [307, 645, 377, 722]
chessboard-diagram: ♜ ♞ ♝ ♛ ♚ ♝ ♞ ♜ ♟ ♟ ♟ ♟ ♟ ♟ ♟ ♟ ♞ ♟ ♟ ♟ ♟ ♞ ♟ ♟ ♟ ♟ ♟ ♜ ♞ ♝ ♛ ♚ ♝ ♞ ♜ — [108, 256, 164, 314]
opening-name: Monticelli Trap — [528, 1014, 571, 1022]
opening-card — [653, 412, 723, 489]
opening-name: French Defense — [179, 471, 227, 478]
chessboard-diagram: ♜ ♞ ♝ ♛ ♚ ♝ ♞ ♜ ♟ ♟ ♟ ♟ ♟ ♟ ♟ ♟ ♟ ♟ ♟ ♟ ♟ ♟ ♟ ♟ ♜ ♞ ♝ ♛ ♚ ♝ ♞ ♜ — [108, 24, 164, 81]
opening-card — [99, 955, 169, 1032]
chessboard-diagram: ♜ ♞ ♝ ♛ ♚ ♝ ♞ ♜ ♟ ♟ ♟ ♟ ♟ ♟ ♟ ♟ ♞ ♟ ♟ ♟ ♟ ♟ ♟ ♟ ♟ ♟ ♜ ♞ ♝ ♛ ♚ ♝ ♞ ♜ — [246, 334, 303, 392]
opening-name: Greco Defense — [250, 238, 295, 246]
chessboard-diagram: ♜ ♞ ♝ ♛ ♚ ♝ ♞ ♜ ♟ ♟ ♟ ♟ ♟ ♟ ♟ ♟ ♟ ♟ ♟ ♟ ♟ ♟ ♟ ♟ ♜ ♞ ♝ ♛ ♚ ♝ ♞ ♜ — [177, 722, 234, 780]
opening-name: Pirc Defense — [322, 471, 361, 478]
opening-card — [649, 644, 726, 722]
opening-card — [99, 102, 169, 179]
opening-card — [514, 257, 584, 334]
opening-name: Queen's Pawn Game — [241, 548, 304, 556]
opening-name: Tarrasch Trap — [598, 936, 639, 944]
opening-card — [307, 412, 377, 489]
chessboard-diagram: ♜ ♞ ♝ ♛ ♚ ♝ ♞ ♜ ♟ ♟ ♟ ♟ ♟ ♟ ♟ ♞ ♟ ♟ ♟ ♟ ♟ ♟ ♟ ♟ ♟ ♜ ♞ ♝ ♛ ♚ ♝ ♞ ♜ — [246, 877, 303, 935]
opening-card — [445, 645, 515, 722]
chessboard-diagram: ♜ ♞ ♝ ♛ ♚ ♝ ♞ ♜ ♟ ♟ ♟ ♟ ♟ ♟ ♟ ♟ ♞ ♟ ♟ ♟ ♟ ♟ ♟ ♟ ♟ ♜ ♞ ♝ ♛ ♚ ♝ ♞ ♜ — [246, 179, 303, 237]
chessboard-diagram: ♜ ♞ ♝ ♛ ♚ ♝ ♞ ♜ ♟ ♟ ♟ ♟ ♟ ♟ ♟ ♞ ♟ ♞ ♟ ♟ ♟ ♟ ♟ ♟ ♟ ♟ ♜ ♞ ♝ ♛ ♚ ♝ ♞ ♜ — [385, 955, 441, 1013]
opening-card — [307, 102, 377, 179]
opening-card — [30, 257, 100, 334]
opening-name: Owen's Defense — [110, 548, 159, 556]
opening-name: Sicilian Defense (SD) — [587, 238, 650, 246]
chessboard-diagram: ♜ ♞ ♝ ♛ ♚ ♝ ♞ ♜ ♟ ♟ ♟ ♟ ♟ ♟ ♟ ♟ ♞ ♟ ♟ ♟ ♟ ♟ ♟ ♟ ♟ ♜ ♞ ♝ ♛ ♚ ♝ ♞ ♜ — [454, 877, 510, 935]
opening-card — [168, 567, 238, 644]
poster-title-box — [198, 1035, 560, 1117]
opening-card — [307, 567, 377, 644]
opening-name: Evans Gambit — [44, 160, 86, 168]
chessboard-diagram: ♜ ♞ ♝ ♛ ♚ ♝ ♞ ♜ ♟ ♟ ♟ ♟ ♟ ♟ ♟ ♞ ♟ ♟ ♟ ♟ ♟ ♟ ♟ ♟ ♜ ♞ ♝ ♛ ♚ ♝ ♞ ♜ — [385, 334, 441, 392]
opening-card — [30, 645, 100, 722]
chessboard-diagram: ♜ ♞ ♝ ♛ ♚ ♝ ♞ ♜ ♟ ♟ ♟ ♟ ♟ ♟ ♟ ♞ ♟ ♞ ♟ ♟ ♟ ♟ ♟ ♟ ♟ ♟ ♜ ♞ ♝ ♛ ♚ ♝ ♞ ♜ — [592, 256, 649, 314]
openings-row — [30, 334, 730, 411]
chessboard-diagram: ♜ ♞ ♝ ♛ ♚ ♝ ♞ ♜ ♟ ♟ ♟ ♟ ♟ ♟ ♟ ♟ ♟ ♟ ♟ ♟ ♟ ♟ ♟ ♟ ♜ ♞ ♝ ♛ ♚ ♝ ♞ ♜ — [523, 567, 580, 625]
opening-card — [445, 257, 515, 334]
opening-name: Blackmar- Diemer Gambit — [649, 703, 726, 711]
chessboard-diagram: ♜ ♞ ♝ ♛ ♚ ♝ ♞ ♜ ♟ ♟ ♟ ♟ ♟ ♟ ♟ ♞ ♟ ♟ ♟ ♟ ♟ ♟ ♟ ♟ ♜ ♞ ♝ ♛ ♚ ♝ ♞ ♜ — [246, 955, 303, 1013]
chessboard-diagram: ♜ ♞ ♝ ♛ ♚ ♝ ♞ ♜ ♟ ♟ ♟ ♟ ♟ ♟ ♟ ♟ ♟ ♟ ♟ ♟ ♟ ♟ ♟ ♟ ♟ ♜ ♞ ♝ ♛ ♚ ♝ ♞ ♜ — [454, 722, 510, 780]
opening-name: Symmetrical Defense — [241, 626, 304, 634]
chessboard-diagram: ♜ ♞ ♝ ♛ ♚ ♝ ♞ ♜ ♟ ♟ ♟ ♟ ♟ ♟ ♟ ♟ ♟ ♟ ♟ ♟ ♟ ♟ ♟ ♜ ♞ ♝ ♛ ♚ ♝ ♞ ♜ — [316, 955, 372, 1013]
opening-name: Irish Gambit — [185, 160, 222, 168]
chessboard-diagram: ♜ ♞ ♝ ♛ ♚ ♝ ♞ ♜ ♟ ♟ ♟ ♟ ♟ ♟ ♟ ♟ ♟ ♟ ♟ ♟ ♟ ♟ ♟ ♜ ♞ ♝ ♛ ♚ ♝ ♞ ♜ — [108, 567, 164, 625]
opening-card — [238, 102, 308, 179]
